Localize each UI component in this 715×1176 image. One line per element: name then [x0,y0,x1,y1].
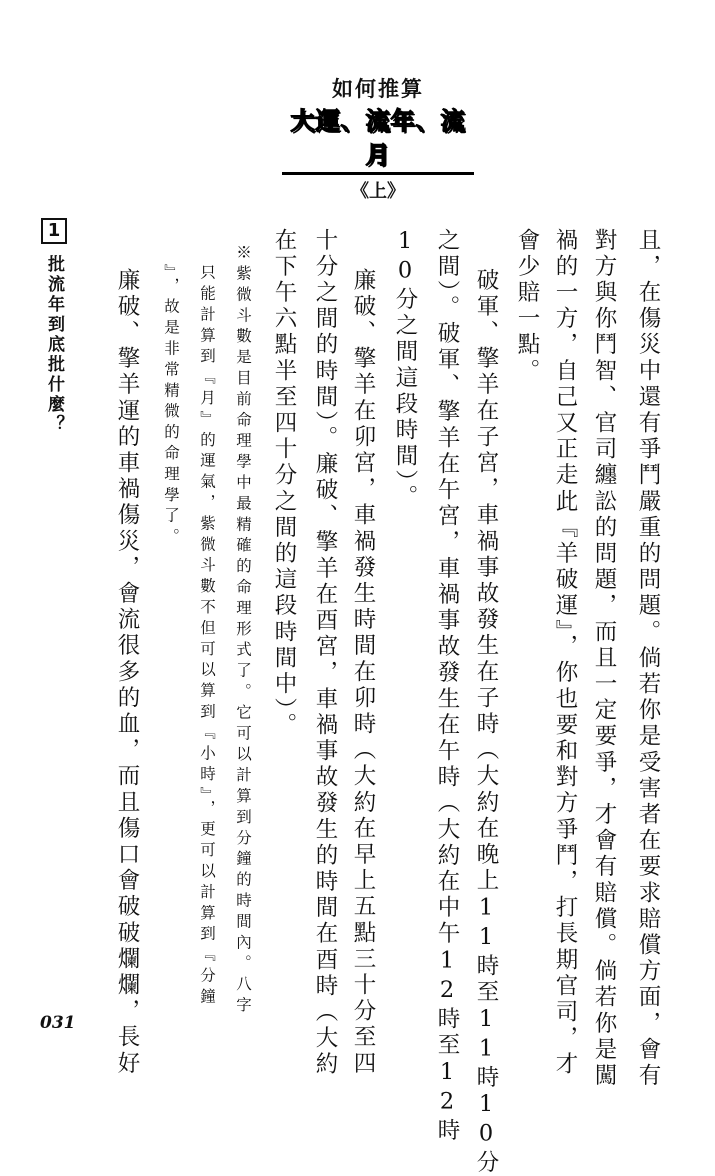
chapter-header-part: 《上》 [351,181,405,202]
text-column-8: 廉破、擎羊在卯宮，車禍發生時間在卯時（大約在早上五點三十分至四 [350,268,376,1078]
text-column-6: 之間）。破軍、擎羊在午宮，車禍事故發生在午時（大約在中午12時至12時 [434,228,460,1145]
page-number: 031 [40,1013,76,1033]
text-column-10: 在下午六點半至四十分之間的這段時間中）。 [271,228,297,739]
text-column-4: 會少賠一點。 [514,228,540,385]
text-column-11: 廉破、擎羊運的車禍傷災，會流很多的血，而且傷口會破破爛爛，長好 [114,268,140,1078]
note-column-2: 只能計算到『月』的運氣，紫微斗數不但可以算到『小時』，更可以計算到『分鐘 [198,264,216,1009]
note-column-1: ※紫微斗數是目前命理學中最精確的命理形式了。它可以計算到分鐘的時間內。八字 [234,244,252,1018]
text-column-1: 且，在傷災中還有爭鬥嚴重的問題。倘若你是受害者在要求賠償方面，會有 [635,228,661,1090]
text-column-7: 10分之間這段時間）。 [392,228,418,511]
section-number-badge: 1 [41,218,67,244]
chapter-header-title: 大運、流年、流月 [282,104,474,175]
chapter-header-line1: 如何推算 [332,77,424,101]
section-title: 批流年到底批什麼？ [44,255,64,435]
note-column-3: 』，故是非常精微的命理學了。 [162,264,180,549]
text-column-5: 破軍、擎羊在子宮，車禍事故發生在子時（大約在晚上11時至11時10分 [473,268,499,1176]
text-column-9: 十分之間的時間）。廉破、擎羊在酉宮，車禍事故發生的時間在酉時（大約 [312,228,338,1079]
text-column-3: 禍的一方，自己又正走此『羊破運』，你也要和對方爭鬥，打長期官司，才 [552,228,578,1079]
chapter-header [282,76,474,205]
text-column-2: 對方與你鬥智、官司纏訟的問題，而且一定要爭，才會有賠償。倘若你是闖 [591,228,617,1090]
